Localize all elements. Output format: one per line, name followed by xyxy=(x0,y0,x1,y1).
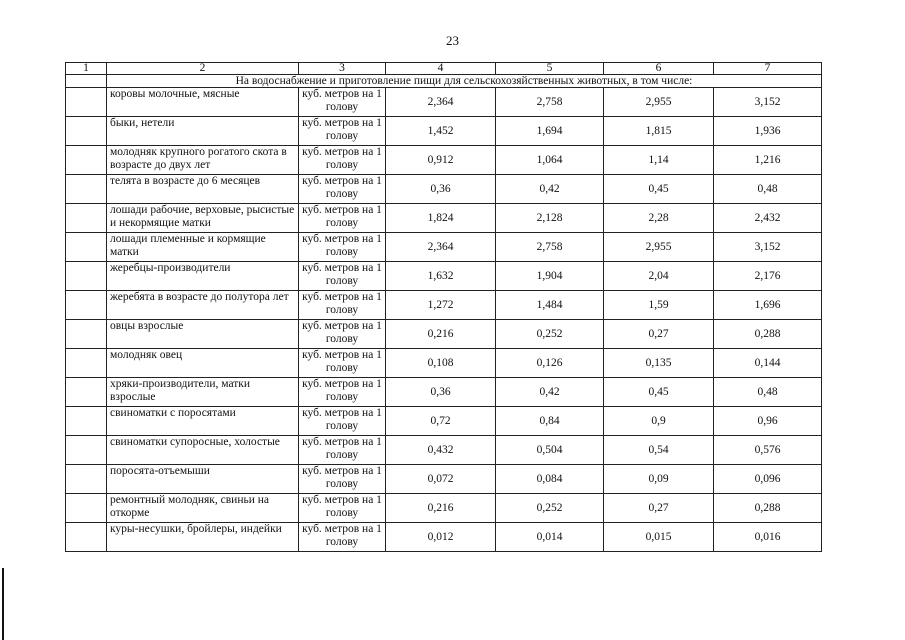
table-row xyxy=(66,88,822,117)
unit-of-measure: куб. метров на 1 голову xyxy=(299,349,386,378)
animal-category: телята в возрасте до 6 месяцев xyxy=(107,175,299,204)
norm-value-col5: 0,252 xyxy=(496,320,604,349)
norm-value-col5: 2,758 xyxy=(496,233,604,262)
norm-value-col4: 0,72 xyxy=(386,407,496,436)
column-number: 2 xyxy=(107,63,299,75)
norm-value-col7: 1,696 xyxy=(714,291,822,320)
norm-value-col4: 0,072 xyxy=(386,465,496,494)
norm-value-col6: 1,59 xyxy=(604,291,714,320)
table-row xyxy=(66,465,822,494)
norm-value-col7: 3,152 xyxy=(714,88,822,117)
norm-value-col7: 1,936 xyxy=(714,117,822,146)
norm-value-col7: 0,096 xyxy=(714,465,822,494)
unit-of-measure: куб. метров на 1 голову xyxy=(299,436,386,465)
norm-value-col6: 0,135 xyxy=(604,349,714,378)
norm-value-col6: 2,955 xyxy=(604,233,714,262)
animal-category: поросята-отъемыши xyxy=(107,465,299,494)
norm-value-col4: 2,364 xyxy=(386,88,496,117)
norm-value-col7: 2,432 xyxy=(714,204,822,233)
norm-value-col5: 0,42 xyxy=(496,175,604,204)
empty-cell xyxy=(66,523,107,552)
unit-of-measure: куб. метров на 1 голову xyxy=(299,117,386,146)
norm-value-col6: 1,14 xyxy=(604,146,714,175)
empty-cell xyxy=(66,407,107,436)
unit-of-measure: куб. метров на 1 голову xyxy=(299,146,386,175)
column-number: 1 xyxy=(66,63,107,75)
norm-value-col4: 1,632 xyxy=(386,262,496,291)
norm-value-col5: 1,694 xyxy=(496,117,604,146)
norm-value-col7: 0,48 xyxy=(714,378,822,407)
norm-value-col4: 2,364 xyxy=(386,233,496,262)
animal-category: лошади племенные и кормящие матки xyxy=(107,233,299,262)
unit-of-measure: куб. метров на 1 голову xyxy=(299,262,386,291)
norm-value-col4: 0,36 xyxy=(386,378,496,407)
norm-value-col6: 2,955 xyxy=(604,88,714,117)
column-number-row xyxy=(66,63,822,75)
unit-of-measure: куб. метров на 1 голову xyxy=(299,320,386,349)
empty-cell xyxy=(66,320,107,349)
norm-value-col6: 1,815 xyxy=(604,117,714,146)
unit-of-measure: куб. метров на 1 голову xyxy=(299,378,386,407)
norm-value-col7: 3,152 xyxy=(714,233,822,262)
table-row xyxy=(66,523,822,552)
norm-value-col6: 0,27 xyxy=(604,494,714,523)
animal-category: молодняк крупного рогатого скота в возрасте до двух лет xyxy=(107,146,299,175)
empty-cell xyxy=(66,291,107,320)
norm-value-col5: 0,42 xyxy=(496,378,604,407)
animal-category: лошади рабочие, верховые, рысистые и некормящие матки xyxy=(107,204,299,233)
norm-value-col6: 0,015 xyxy=(604,523,714,552)
empty-cell xyxy=(66,262,107,291)
page-number: 23 xyxy=(446,33,459,48)
empty-cell xyxy=(66,175,107,204)
unit-of-measure: куб. метров на 1 голову xyxy=(299,465,386,494)
animal-category: хряки-производители, матки взрослые xyxy=(107,378,299,407)
table-row xyxy=(66,494,822,523)
norm-value-col5: 1,064 xyxy=(496,146,604,175)
table-row xyxy=(66,117,822,146)
norm-value-col4: 1,272 xyxy=(386,291,496,320)
table-row xyxy=(66,233,822,262)
norm-value-col6: 0,27 xyxy=(604,320,714,349)
animal-category: куры-несушки, бройлеры, индейки xyxy=(107,523,299,552)
table-row xyxy=(66,175,822,204)
unit-of-measure: куб. метров на 1 голову xyxy=(299,88,386,117)
empty-cell xyxy=(66,378,107,407)
table-row xyxy=(66,436,822,465)
norm-value-col4: 0,216 xyxy=(386,494,496,523)
norm-value-col4: 0,912 xyxy=(386,146,496,175)
norm-value-col5: 2,758 xyxy=(496,88,604,117)
section-row xyxy=(66,75,822,88)
section-title: На водоснабжение и приготовление пищи для сельскохозяйственных животных, в том числе: xyxy=(107,75,822,88)
empty-cell xyxy=(66,117,107,146)
norm-value-col7: 0,96 xyxy=(714,407,822,436)
empty-cell xyxy=(66,75,107,88)
norm-value-col6: 0,9 xyxy=(604,407,714,436)
empty-cell xyxy=(66,88,107,117)
empty-cell xyxy=(66,233,107,262)
column-number: 6 xyxy=(604,63,714,75)
unit-of-measure: куб. метров на 1 голову xyxy=(299,523,386,552)
norm-value-col5: 0,252 xyxy=(496,494,604,523)
column-number: 5 xyxy=(496,63,604,75)
column-number: 4 xyxy=(386,63,496,75)
norm-value-col5: 0,084 xyxy=(496,465,604,494)
animal-category: свиноматки супоросные, холостые xyxy=(107,436,299,465)
unit-of-measure: куб. метров на 1 голову xyxy=(299,233,386,262)
table-row xyxy=(66,378,822,407)
empty-cell xyxy=(66,494,107,523)
table-row xyxy=(66,349,822,378)
table-row xyxy=(66,146,822,175)
empty-cell xyxy=(66,146,107,175)
norm-value-col5: 2,128 xyxy=(496,204,604,233)
norm-value-col6: 0,09 xyxy=(604,465,714,494)
norm-value-col5: 0,014 xyxy=(496,523,604,552)
norm-value-col6: 2,28 xyxy=(604,204,714,233)
animal-category: жеребцы-производители xyxy=(107,262,299,291)
table-row xyxy=(66,407,822,436)
table-row xyxy=(66,262,822,291)
unit-of-measure: куб. метров на 1 голову xyxy=(299,494,386,523)
empty-cell xyxy=(66,465,107,494)
norm-value-col7: 1,216 xyxy=(714,146,822,175)
animal-category: коровы молочные, мясные xyxy=(107,88,299,117)
water-norms-table xyxy=(65,62,822,552)
norm-value-col7: 0,288 xyxy=(714,320,822,349)
column-number: 3 xyxy=(299,63,386,75)
table-row xyxy=(66,291,822,320)
scan-edge-mark xyxy=(2,568,4,640)
norm-value-col7: 0,48 xyxy=(714,175,822,204)
empty-cell xyxy=(66,204,107,233)
norm-value-col7: 0,576 xyxy=(714,436,822,465)
norm-value-col7: 2,176 xyxy=(714,262,822,291)
norm-value-col6: 0,45 xyxy=(604,378,714,407)
table-row xyxy=(66,204,822,233)
norm-value-col5: 0,504 xyxy=(496,436,604,465)
unit-of-measure: куб. метров на 1 голову xyxy=(299,204,386,233)
norm-value-col6: 0,45 xyxy=(604,175,714,204)
norm-value-col7: 0,288 xyxy=(714,494,822,523)
animal-category: жеребята в возрасте до полутора лет xyxy=(107,291,299,320)
norm-value-col4: 0,108 xyxy=(386,349,496,378)
norm-value-col5: 1,904 xyxy=(496,262,604,291)
norm-value-col4: 0,432 xyxy=(386,436,496,465)
animal-category: овцы взрослые xyxy=(107,320,299,349)
norm-value-col7: 0,016 xyxy=(714,523,822,552)
norm-value-col6: 0,54 xyxy=(604,436,714,465)
animal-category: молодняк овец xyxy=(107,349,299,378)
column-number: 7 xyxy=(714,63,822,75)
animal-category: свиноматки с поросятами xyxy=(107,407,299,436)
table-row xyxy=(66,320,822,349)
animal-category: ремонтный молодняк, свиньи на откорме xyxy=(107,494,299,523)
norm-value-col5: 1,484 xyxy=(496,291,604,320)
unit-of-measure: куб. метров на 1 голову xyxy=(299,175,386,204)
unit-of-measure: куб. метров на 1 голову xyxy=(299,407,386,436)
norm-value-col4: 0,36 xyxy=(386,175,496,204)
unit-of-measure: куб. метров на 1 голову xyxy=(299,291,386,320)
norm-value-col7: 0,144 xyxy=(714,349,822,378)
norm-value-col4: 1,824 xyxy=(386,204,496,233)
norm-value-col4: 0,012 xyxy=(386,523,496,552)
norm-value-col4: 1,452 xyxy=(386,117,496,146)
norm-value-col6: 2,04 xyxy=(604,262,714,291)
empty-cell xyxy=(66,349,107,378)
norm-value-col5: 0,84 xyxy=(496,407,604,436)
norm-value-col4: 0,216 xyxy=(386,320,496,349)
animal-category: быки, нетели xyxy=(107,117,299,146)
empty-cell xyxy=(66,436,107,465)
norm-value-col5: 0,126 xyxy=(496,349,604,378)
